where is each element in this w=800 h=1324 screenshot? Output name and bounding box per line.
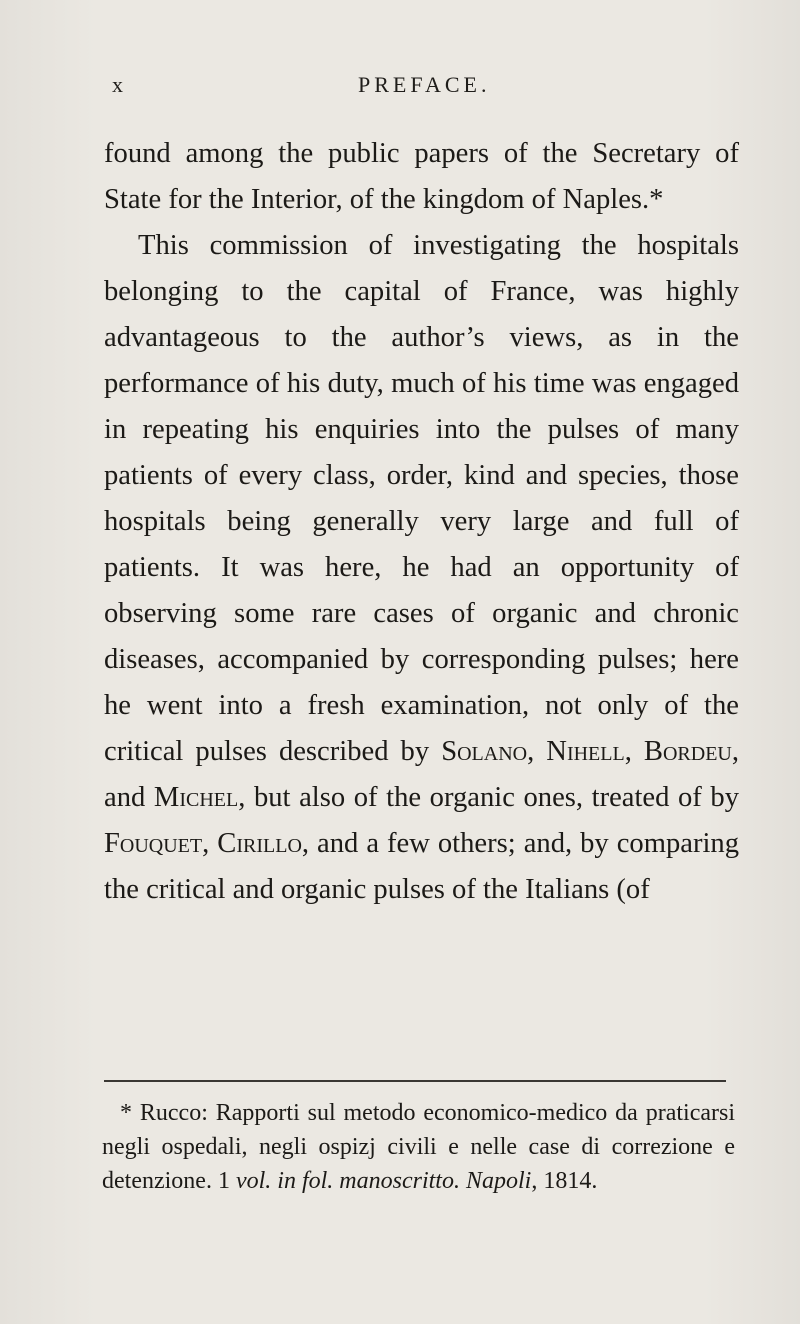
- footnote-volume: vol.: [235, 1168, 272, 1194]
- author-name-solano: Solano: [441, 736, 528, 767]
- author-name-bordeu: Bordeu: [643, 736, 732, 767]
- author-name-cirillo: Cirillo: [217, 828, 302, 859]
- page-number: x: [112, 72, 124, 97]
- footnote-year: , 1814.: [531, 1168, 598, 1194]
- separator: ,: [202, 828, 218, 859]
- author-name-michel: Michel: [153, 782, 239, 813]
- footnote-text: [102, 1096, 735, 1198]
- running-title: PREFACE.: [358, 72, 491, 97]
- paragraph-2-part-a: This commission of investigating the hospitals belonging to the capital of France, was highly advantageous to the author’s views, as in the performance of his duty, much of his time was engaged in repeating his enquiries into the pulses of many patients of every class, order, kind and species, those hospitals being generally very large and full of patients. It was here, he had an opportunity of observing some rare cases of organic and chronic diseases, accompanied by corresponding pulses; here he went into a fresh examination, not only of the critical pulses described by: [104, 230, 739, 767]
- footnote-rule: [104, 1080, 726, 1082]
- footnote: [102, 1096, 735, 1198]
- footnote-manuscript: manoscritto.: [339, 1168, 460, 1194]
- body-text: [104, 131, 739, 913]
- paragraph-2: [104, 223, 739, 913]
- separator: ,: [527, 736, 547, 767]
- separator: , and: [104, 736, 740, 813]
- paragraph-1: found among the public papers of the Secretary of State for the Interior, of the kingdom of Naples.*: [104, 138, 739, 215]
- author-name-nihell: Nihell: [546, 736, 625, 767]
- footnote-place: Napoli: [465, 1168, 532, 1194]
- author-name-fouquet: Fouquet: [104, 828, 203, 859]
- footnote-citation: * Rucco: Rapporti sul metodo economico-medico da praticarsi negli ospedali, negli ospizj civili e nelle case di correzione e detenzione. 1: [102, 1100, 735, 1194]
- paragraph-2-part-c: , and a few others; and, by comparing the critical and organic pulses of the Italians (of: [104, 828, 740, 905]
- running-head: [104, 72, 738, 102]
- footnote-format: in fol.: [271, 1168, 334, 1194]
- separator: ,: [624, 736, 644, 767]
- paragraph-2-part-b: , but also of the organic ones, treated of by: [238, 782, 740, 813]
